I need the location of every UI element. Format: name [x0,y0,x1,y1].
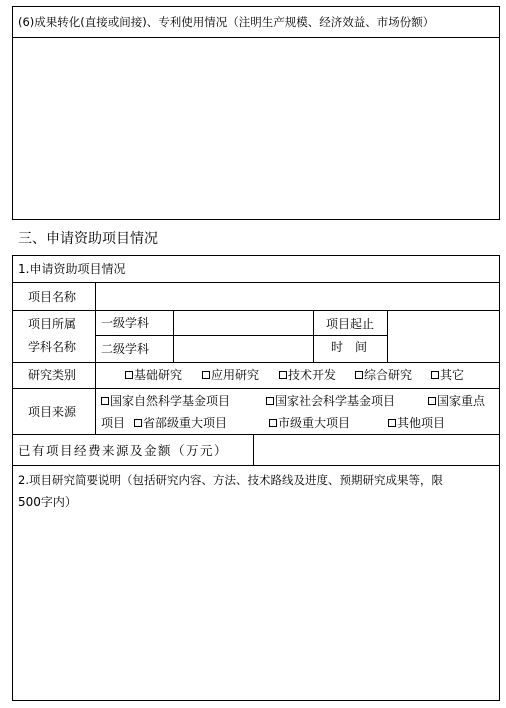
sub2-title-line2: 500字内） [18,495,77,509]
research-type-label: 研究类别 [28,368,77,382]
research-type-option[interactable]: 综合研究 [355,367,412,383]
project-source-option[interactable]: 国家重点 [428,393,485,409]
start-end-label-line2: 时 间 [331,340,368,354]
row-line [12,388,500,389]
sub2-content-area[interactable] [13,514,499,700]
checkbox-icon[interactable] [279,371,287,379]
project-source-option[interactable]: 国家社会科学基金项目 [266,393,395,409]
checkbox-icon[interactable] [266,397,274,405]
project-source-label: 项目来源 [28,405,77,419]
sub2-title-line1: 2.项目研究简要说明（包括研究内容、方法、技术路线及进度、预期研究成果等，限 [18,473,443,487]
research-type-option[interactable]: 基础研究 [125,367,182,383]
checkbox-icon[interactable] [202,371,210,379]
section6-content-area[interactable] [13,38,499,219]
row-line [12,362,500,363]
research-type-option[interactable]: 技术开发 [279,367,336,383]
research-type-option[interactable]: 其它 [431,367,464,383]
funding-input[interactable] [255,436,498,463]
col-line [313,310,314,362]
col-line [387,310,388,362]
start-end-input[interactable] [389,312,498,360]
row-line [12,310,500,311]
checkbox-icon[interactable] [134,419,142,427]
col-line [173,310,174,362]
section3-heading: 三、申请资助项目情况 [18,231,158,247]
level2-input[interactable] [175,337,311,360]
level1-label: 一级学科 [101,316,150,330]
col-line [253,434,254,465]
project-source-option[interactable]: 市级重大项目 [269,415,350,431]
checkbox-icon[interactable] [355,371,363,379]
checkbox-icon[interactable] [269,419,277,427]
project-source-option[interactable]: 省部级重大项目 [134,415,227,431]
project-name-label: 项目名称 [28,290,77,304]
row-line [12,282,500,283]
start-end-label-line1: 项目起止 [326,317,375,331]
project-source-option[interactable]: 其他项目 [388,415,445,431]
discipline-label-line1: 项目所属 [28,317,77,331]
col-line [95,282,96,434]
level1-input[interactable] [175,312,311,334]
checkbox-icon[interactable] [431,371,439,379]
checkbox-icon[interactable] [428,397,436,405]
project-source-continued: 项目 [101,416,126,430]
research-type-option[interactable]: 应用研究 [202,367,259,383]
sub1-title: 1.申请资助项目情况 [18,262,126,276]
funding-label: 已有项目经费来源及金额（万元） [18,443,229,458]
project-name-input[interactable] [97,284,498,308]
project-source-option[interactable]: 国家自然科学基金项目 [101,393,230,409]
checkbox-icon[interactable] [101,397,109,405]
discipline-label-line2: 学科名称 [28,340,77,354]
section6-title: (6)成果转化(直接或间接)、专利使用情况（注明生产规模、经济效益、市场份额） [18,15,435,29]
level2-label: 二级学科 [101,342,150,356]
checkbox-icon[interactable] [125,371,133,379]
row-line [12,465,500,466]
row-line [96,335,387,336]
checkbox-icon[interactable] [388,419,396,427]
row-line [12,434,500,435]
